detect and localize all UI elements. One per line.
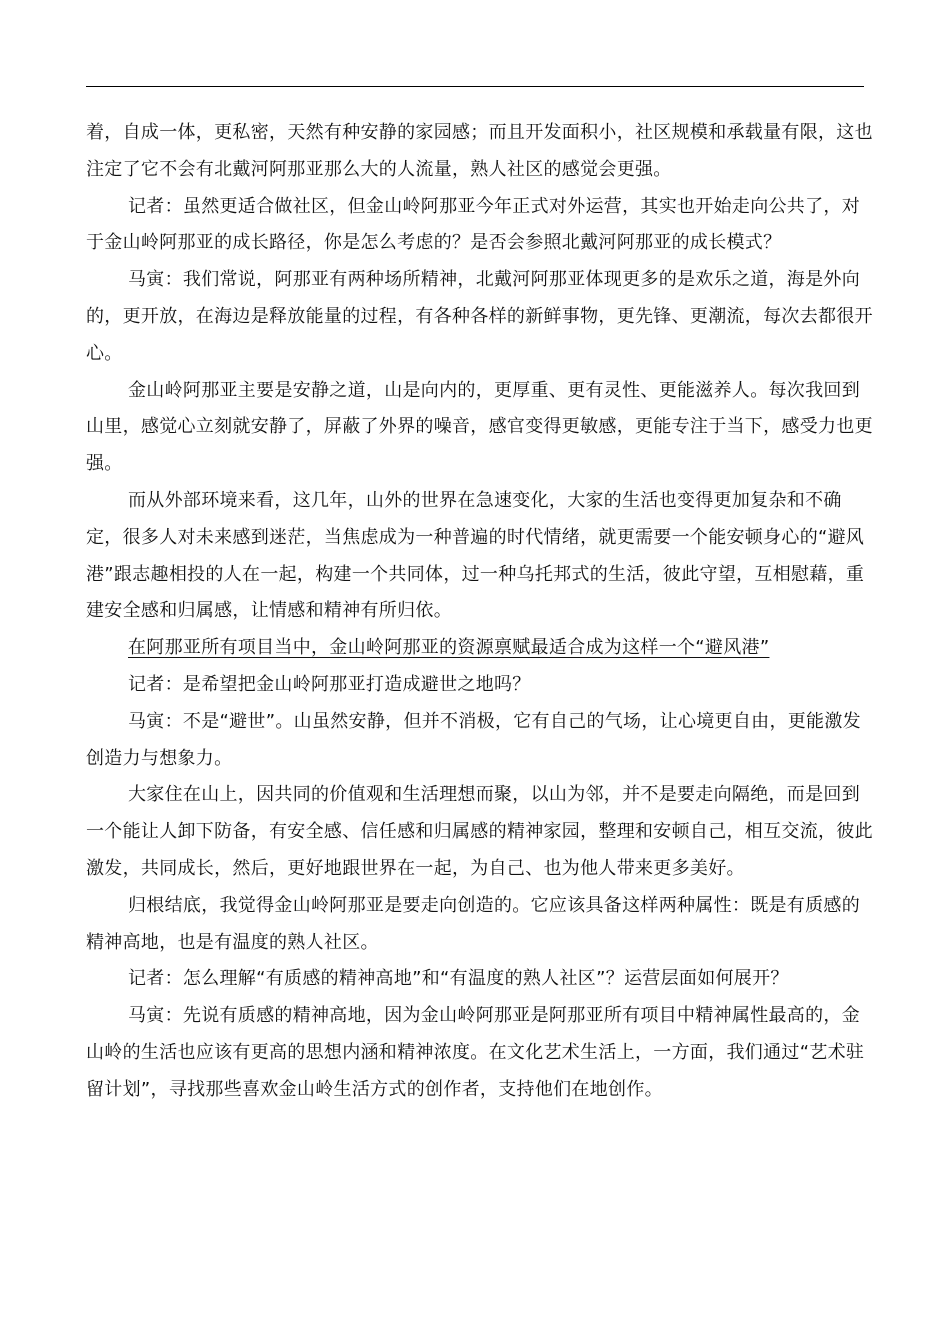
paragraph-continuation: 着，自成一体，更私密，天然有种安静的家园感；而且开发面积小，社区规模和承载量有限，这也注定了它不会有北戴河阿那亚那么大的人流量，熟人社区的感觉会更强。: [86, 122, 873, 180]
paragraph-reporter-question-3: 记者：怎么理解“有质感的精神高地”和“有温度的熟人社区”？运营层面如何展开？: [128, 968, 789, 990]
paragraph-mayin-answer-2: 马寅：不是“避世”。山虽然安静，但并不消极，它有自己的气场，让心境更自由，更能激发创造力与想象力。: [86, 710, 861, 769]
paragraph-reporter-question-1: 记者：虽然更适合做社区，但金山岭阿那亚今年正式对外运营，其实也开始走向公共了，对于金山岭阿那亚的成长路径，你是怎么考虑的？是否会参照北戴河阿那亚的成长模式？: [86, 195, 860, 254]
paragraph-mayin-answer-1: 马寅：我们常说，阿那亚有两种场所精神，北戴河阿那亚体现更多的是欢乐之道，海是外向的，更开放，在海边是释放能量的过程，有各种各样的新鲜事物，更先锋、更潮流，每次去都很开心。: [86, 269, 873, 364]
article-body: [86, 115, 876, 1109]
paragraph-subheading-haven: 在阿那亚所有项目当中，金山岭阿那亚的资源禀赋最适合成为这样一个“避风港”: [128, 637, 770, 659]
paragraph-jinshanling: 金山岭阿那亚主要是安静之道，山是向内的，更厚重、更有灵性、更能滋养人。每次我回到山里，感觉心立刻就安静了，屏蔽了外界的噪音，感官变得更敏感，更能专注于当下，感受力也更强。: [86, 379, 873, 475]
paragraph-reporter-question-2: 记者：是希望把金山岭阿那亚打造成避世之地吗？: [128, 673, 531, 695]
paragraph-mayin-answer-3: 马寅：先说有质感的精神高地，因为金山岭阿那亚是阿那亚所有项目中精神属性最高的，金山岭的生活也应该有更高的思想内涵和精神浓度。在文化艺术生活上，一方面，我们通过“艺术驻留计划”，寻找那些喜欢金山岭生活方式的创作者，支持他们在地创作。: [86, 1005, 865, 1100]
paragraph-living-on-mountain: 大家住在山上，因共同的价值观和生活理想而聚，以山为邻，并不是要走向隔绝，而是回到一个能让人卸下防备，有安全感、信任感和归属感的精神家园，整理和安顿自己，相互交流，彼此激发，共同成长，然后，更好地跟世界在一起，为自己、也为他人带来更多美好。: [86, 784, 873, 879]
header-rule: [86, 86, 864, 87]
paragraph-creation: 归根结底，我觉得金山岭阿那亚是要走向创造的。它应该具备这样两种属性：既是有质感的精神高地，也是有温度的熟人社区。: [86, 894, 860, 953]
paragraph-external-environment: 而从外部环境来看，这几年，山外的世界在急速变化，大家的生活也变得更加复杂和不确定，很多人对未来感到迷茫，当焦虑成为一种普遍的时代情绪，就更需要一个能安顿身心的“避风港”跟志趣相投的人在一起，构建一个共同体，过一种乌托邦式的生活，彼此守望，互相慰藉，重建安全感和归属感，让情感和精神有所归依。: [86, 489, 865, 622]
